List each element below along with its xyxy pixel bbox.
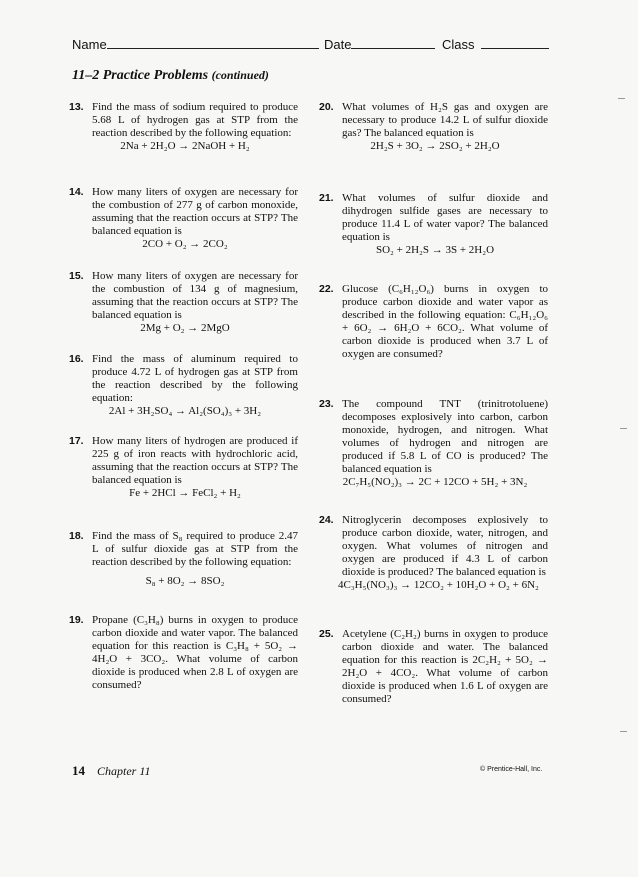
problem-number: 13. (69, 101, 84, 113)
problem-17 (69, 435, 298, 500)
class-line[interactable] (481, 36, 549, 49)
problem-equation: Fe + 2HCl → FeCl₂ + H₂ (129, 487, 241, 499)
problem-text: Find the mass of sodium required to produce 5.68 L of hydrogen gas at STP from the reaction described by the following equation: (92, 101, 298, 139)
problem-equation: 2Na + 2H₂O → 2NaOH + H₂ (120, 140, 250, 152)
problem-text: Find the mass of aluminum required to produce 4.72 L of hydrogen gas at STP from the reaction described by the following equation: (92, 353, 298, 404)
problem-equation: 2CO + O₂ → 2CO₂ (142, 238, 228, 250)
problem-equation: 2H₂S + 3O₂ → 2SO₂ + 2H₂O (370, 140, 500, 152)
problem-text: How many liters of hydrogen are produced if 225 g of iron reacts with hydrochloric acid, assuming that the reaction occurs at STP? The balanced equation is (92, 435, 298, 486)
problem-19 (69, 614, 298, 692)
problem-number: 24. (319, 514, 334, 526)
problem-text: How many liters of oxygen are necessary for the combustion of 277 g of carbon monoxide, assuming that the reaction occurs at STP? The balanced equation is (92, 186, 298, 237)
date-line[interactable] (351, 36, 435, 49)
page-number: 14 (72, 763, 85, 778)
margin-mark (620, 428, 627, 429)
section-title (72, 68, 269, 84)
problem-equation: 2Al + 3H₂SO₄ → Al₂(SO₄)₃ + 3H₂ (108, 405, 262, 417)
problem-22 (319, 283, 548, 361)
section-title-text: 11–2 Practice Problems (72, 68, 209, 83)
problem-text: Acetylene (C₂H₂) burns in oxygen to produce carbon dioxide and water. The balanced equation for this reaction is 2C₂H₂ + 5O₂ → 2H₂O + 4CO₂. What volume of carbon dioxide is produced when 1.6 L of oxygen are consumed? (342, 628, 548, 705)
problem-number: 17. (69, 435, 84, 447)
problem-equation: 4C₃H₅(NO₃)₃ → 12CO₂ + 10H₂O + O₂ + 6N₂ (338, 579, 539, 591)
margin-mark (618, 98, 625, 99)
problem-text: How many liters of oxygen are necessary for the combustion of 134 g of magnesium, assuming that the reaction occurs at STP? The balanced equation is (92, 270, 298, 321)
problem-number: 25. (319, 628, 334, 640)
problem-text: Propane (C₃H₈) burns in oxygen to produce carbon dioxide and water vapor. The balanced equation for this reaction is C₃H₈ + 5O₂ → 4H₂O + 3CO₂. What volume of carbon dioxide is produced when 2.8 L of oxygen are consumed? (92, 614, 298, 691)
problem-number: 18. (69, 530, 84, 542)
problem-equation: S₈ + 8O₂ → 8SO₂ (145, 575, 225, 587)
problem-number: 23. (319, 398, 334, 410)
problem-number: 19. (69, 614, 84, 626)
problem-text: What volumes of sulfur dioxide and dihydrogen sulfide gases are necessary to produce 11.4 L of water vapor? The balanced equation is (342, 192, 548, 243)
problem-equation: SO₂ + 2H₂S → 3S + 2H₂O (375, 244, 495, 256)
problem-text: Glucose (C₆H₁₂O₆) burns in oxygen to produce carbon dioxide and water vapor as described in the following equation: C₆H₁₂O₆ + 6O₂ → 6H₂O + 6CO₂. What volume of carbon dioxide is produced when 3.7 L of oxygen are consumed? (342, 283, 548, 360)
problem-20 (319, 101, 548, 153)
problem-18 (69, 530, 298, 588)
date-field[interactable] (324, 36, 435, 52)
problem-14 (69, 186, 298, 251)
problem-15 (69, 270, 298, 335)
chapter-label: Chapter 11 (97, 764, 151, 778)
problem-equation: 2Mg + O₂ → 2MgO (140, 322, 230, 334)
problem-number: 21. (319, 192, 334, 204)
name-field[interactable] (72, 36, 319, 52)
problem-13 (69, 101, 298, 153)
problem-text: What volumes of H₂S gas and oxygen are necessary to produce 14.2 L of sulfur dioxide gas? The balanced equation is (342, 101, 548, 139)
problem-number: 20. (319, 101, 334, 113)
problem-text: Nitroglycerin decomposes explosively to produce carbon dioxide, water, nitrogen, and oxygen. What volumes of nitrogen and oxygen are produced if 4.3 L of carbon dioxide is produced? The balanced equation is (342, 514, 548, 578)
copyright-notice: © Prentice-Hall, Inc. (480, 766, 543, 773)
class-field[interactable] (442, 36, 549, 52)
problem-23 (319, 398, 548, 489)
problem-text: The compound TNT (trinitrotoluene) decomposes explosively into carbon, carbon monoxide, hydrogen, and nitrogen. What volumes of hydrogen and nitrogen are produced if 5.8 L of CO is produced? The balanced equation is (342, 398, 548, 475)
problem-16 (69, 353, 298, 418)
problem-number: 14. (69, 186, 84, 198)
header-row (72, 36, 552, 54)
date-label: Date (324, 37, 352, 52)
margin-mark (620, 731, 627, 732)
problem-text: Find the mass of S₈ required to produce 2.47 L of sulfur dioxide gas at STP from the reaction described by the following equation: (92, 530, 298, 568)
problem-21 (319, 192, 548, 257)
name-label: Name (72, 37, 107, 52)
problem-number: 15. (69, 270, 84, 282)
section-subtitle: (continued) (211, 68, 269, 82)
problem-24 (319, 514, 548, 592)
problem-25 (319, 628, 548, 706)
name-line[interactable] (107, 36, 319, 49)
problem-equation: 2C₇H₅(NO₂)₃ → 2C + 12CO + 5H₂ + 3N₂ (342, 476, 528, 488)
problem-number: 16. (69, 353, 84, 365)
class-label: Class (442, 37, 475, 52)
problem-number: 22. (319, 283, 334, 295)
